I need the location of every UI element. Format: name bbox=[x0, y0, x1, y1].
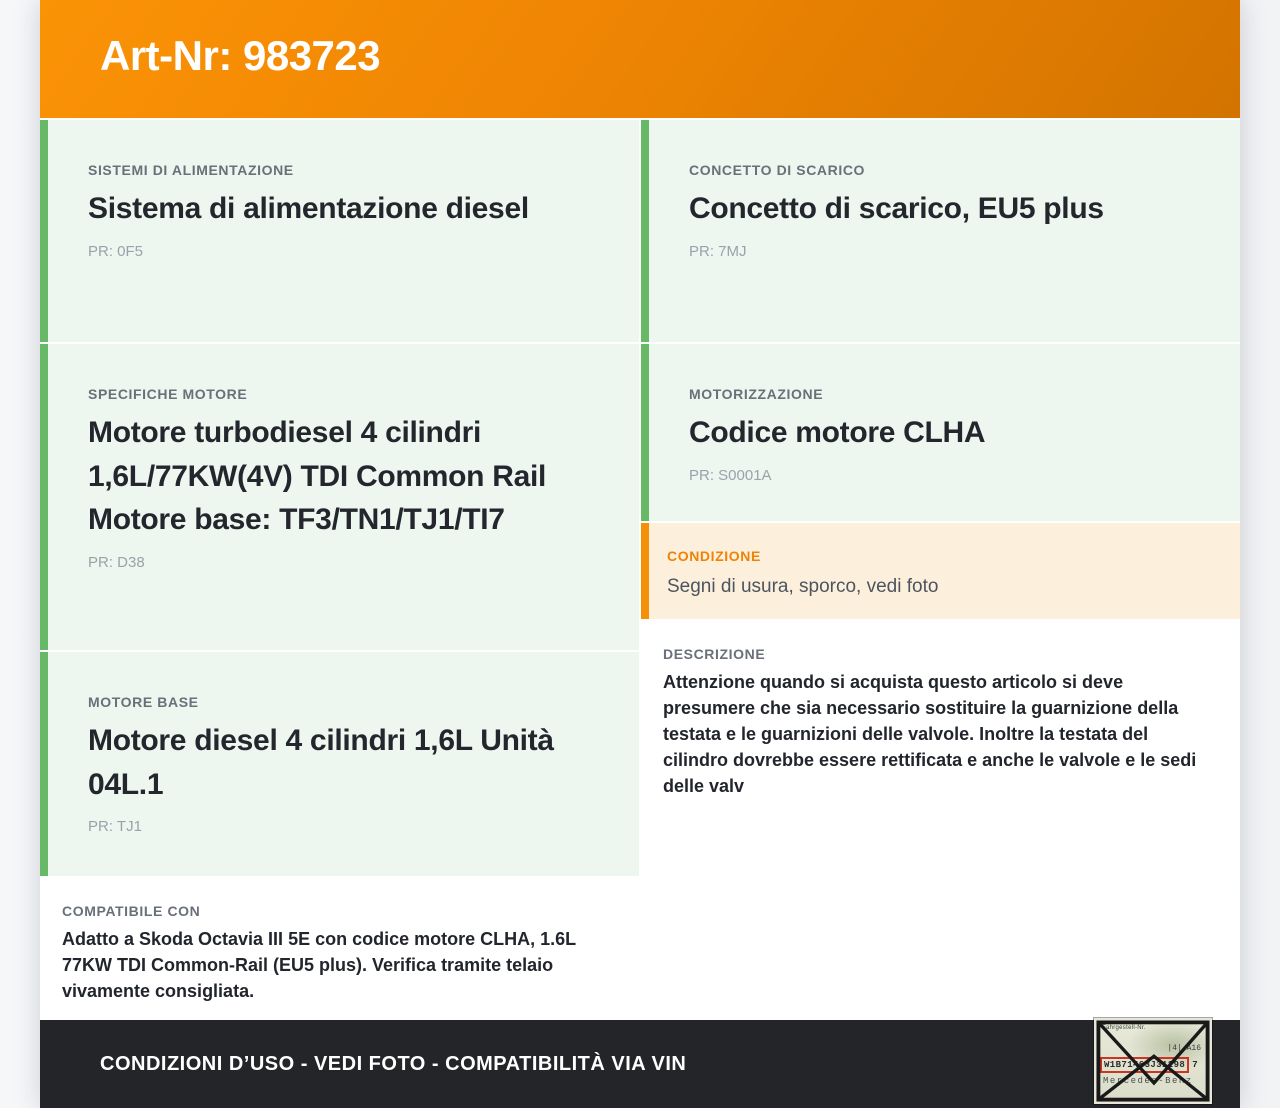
pr-code: PR: 0F5 bbox=[88, 242, 144, 260]
card-compatibile-con bbox=[40, 878, 639, 1023]
card-label: SPECIFICHE MOTORE bbox=[88, 386, 248, 402]
card-label: CONCETTO DI SCARICO bbox=[689, 162, 866, 178]
envelope-icon bbox=[1096, 1020, 1210, 1102]
card-concetto-di-scarico bbox=[641, 120, 1240, 342]
condition-text: Segni di usura, sporco, vedi foto bbox=[667, 576, 939, 597]
pr-code: PR: S0001A bbox=[689, 466, 772, 484]
card-motore-base bbox=[40, 652, 639, 876]
card-sistemi-di-alimentazione bbox=[40, 120, 639, 342]
card-title: Motore turbodiesel 4 cilindri 1,6L/77KW(4V) TDI Common Rail Motore base: TF3/TN1/TJ1/TI7 bbox=[88, 416, 547, 536]
vin-code: W1B71463J31298 bbox=[1100, 1057, 1189, 1073]
card-condizione bbox=[641, 523, 1240, 619]
card-grid bbox=[40, 120, 1240, 1018]
card-label: SISTEMI DI ALIMENTAZIONE bbox=[88, 162, 294, 178]
pr-code: PR: TJ1 bbox=[88, 818, 142, 835]
card-label: MOTORE BASE bbox=[88, 694, 199, 710]
sticker-meta: |4| A16 bbox=[1167, 1044, 1201, 1053]
card-title: Motore diesel 4 cilindri 1,6L Unità 04L.1 bbox=[88, 724, 554, 801]
article-number-title: Art-Nr: 983723 bbox=[100, 32, 381, 79]
card-label: COMPATIBILE CON bbox=[62, 903, 201, 919]
vin-sticker-thumbnail[interactable] bbox=[1094, 1018, 1212, 1104]
card-title: Codice motore CLHA bbox=[689, 416, 986, 449]
header-banner bbox=[40, 0, 1240, 118]
card-label: DESCRIZIONE bbox=[663, 646, 766, 663]
listing-panel bbox=[40, 0, 1240, 1108]
left-column bbox=[40, 120, 639, 1018]
vin-suffix: 7 bbox=[1192, 1060, 1198, 1070]
card-label: MOTORIZZAZIONE bbox=[689, 386, 824, 402]
card-title: Concetto di scarico, EU5 plus bbox=[689, 192, 1104, 225]
card-label: CONDIZIONE bbox=[667, 548, 761, 564]
card-specifiche-motore bbox=[40, 344, 639, 650]
sticker-brand: Mercedes-Benz bbox=[1103, 1076, 1193, 1086]
description-text: Attenzione quando si acquista questo articolo si deve presumere che sia necessario sostituire la guarnizione della testata e le guarnizioni delle valvole. Inoltre la testata del cilindro dovrebbe essere rettificata e anche le valvole e le sedi delle valv bbox=[663, 672, 1197, 796]
footer-notice: CONDIZIONI D’USO - VEDI FOTO - COMPATIBILITÀ VIA VIN bbox=[100, 1052, 687, 1075]
card-descrizione bbox=[641, 621, 1240, 1018]
card-motorizzazione bbox=[641, 344, 1240, 521]
right-column bbox=[641, 120, 1240, 1018]
footer-bar bbox=[40, 1020, 1240, 1108]
pr-code: PR: D38 bbox=[88, 553, 145, 571]
sticker-field-label: Fahrgestell-Nr. bbox=[1102, 1025, 1146, 1031]
pr-code: PR: 7MJ bbox=[689, 242, 747, 260]
compatibility-text: Adatto a Skoda Octavia III 5E con codice motore CLHA, 1.6L 77KW TDI Common-Rail (EU5 plus). Verifica tramite telaio vivamente consigliata. bbox=[62, 929, 576, 1001]
card-title: Sistema di alimentazione diesel bbox=[88, 192, 529, 225]
